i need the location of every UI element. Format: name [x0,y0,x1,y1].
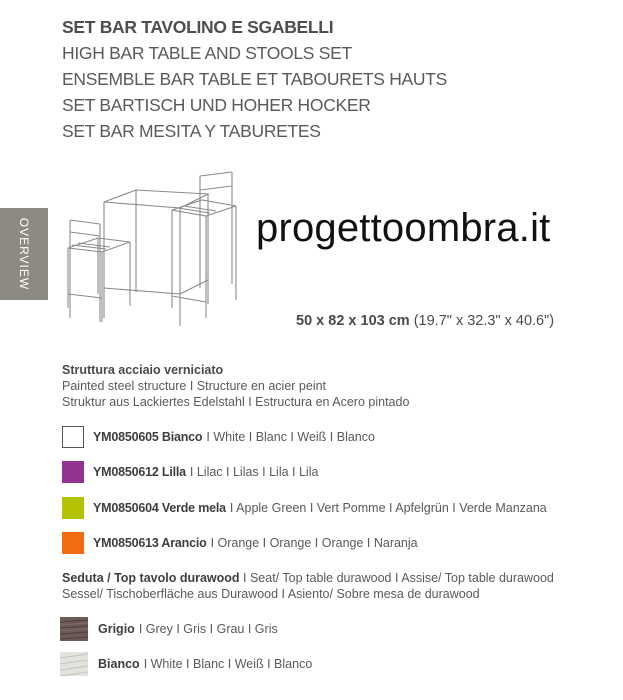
color-swatch-orange [62,532,84,554]
dimensions-metric: 50 x 82 x 103 cm [296,313,410,329]
seat-heading: Seduta / Top tavolo durawood [62,571,240,585]
color-code: YM0850612 Lilla [93,465,186,479]
title-french: ENSEMBLE BAR TABLE ET TABOURETS HAUTS [62,69,448,89]
bar-set-illustration [60,168,250,328]
dimensions-imperial: (19.7" x 32.3" x 40.6") [413,313,555,329]
color-swatch-apple-green [62,497,84,519]
title-english: HIGH BAR TABLE AND STOOLS SET [62,43,352,63]
structure-section [62,362,622,410]
wood-code: Grigio [98,622,135,636]
structure-heading: Struttura acciaio verniciato [62,363,224,377]
color-names: I Lilac I Lilas I Lila I Lila [189,465,319,479]
color-names: I White I Blanc I Weiß I Blanco [206,430,375,444]
seat-section [62,570,622,602]
watermark-text: progettoombra.it [256,206,551,250]
color-names: I Orange I Orange I Orange I Naranja [210,536,418,550]
structure-line-2: Struktur aus Lackiertes Edelstahl I Estructura en Acero pintado [62,395,410,409]
overview-tab-label: OVERVIEW [17,217,31,291]
wood-code: Bianco [98,657,140,671]
overview-tab[interactable] [0,208,48,300]
color-option-bianco [62,426,375,448]
wood-swatch-grey [60,617,88,641]
color-swatch-lilac [62,461,84,483]
wood-option-grigio [60,617,278,641]
color-names: I Apple Green I Vert Pomme I Apfelgrün I Verde Manzana [229,501,547,515]
color-option-arancio [62,532,418,554]
color-code: YM0850605 Bianco [93,430,203,444]
structure-line-1: Painted steel structure I Structure en acier peint [62,379,327,393]
seat-translations: I Seat/ Top table durawood I Assise/ Top table durawood [239,571,554,585]
seat-line-1 [62,570,622,586]
color-code: YM0850613 Arancio [93,536,207,550]
wood-swatch-white [60,652,88,676]
color-option-lilla [62,461,318,483]
color-swatch-white [62,426,84,448]
seat-line-2: Sessel/ Tischoberfläche aus Durawood I Asiento/ Sobre mesa de durawood [62,587,480,601]
title-german: SET BARTISCH UND HOHER HOCKER [62,95,371,115]
title-block [62,14,582,144]
dimensions [296,313,554,329]
title-spanish: SET BAR MESITA Y TABURETES [62,121,321,141]
title-italian: SET BAR TAVOLINO E SGABELLI [62,17,334,37]
color-option-verde-mela [62,497,547,519]
wood-names: I Grey I Gris I Grau I Gris [138,622,278,636]
color-code: YM0850604 Verde mela [93,501,226,515]
wood-names: I White I Blanc I Weiß I Blanco [143,657,313,671]
wood-option-bianco [60,652,312,676]
